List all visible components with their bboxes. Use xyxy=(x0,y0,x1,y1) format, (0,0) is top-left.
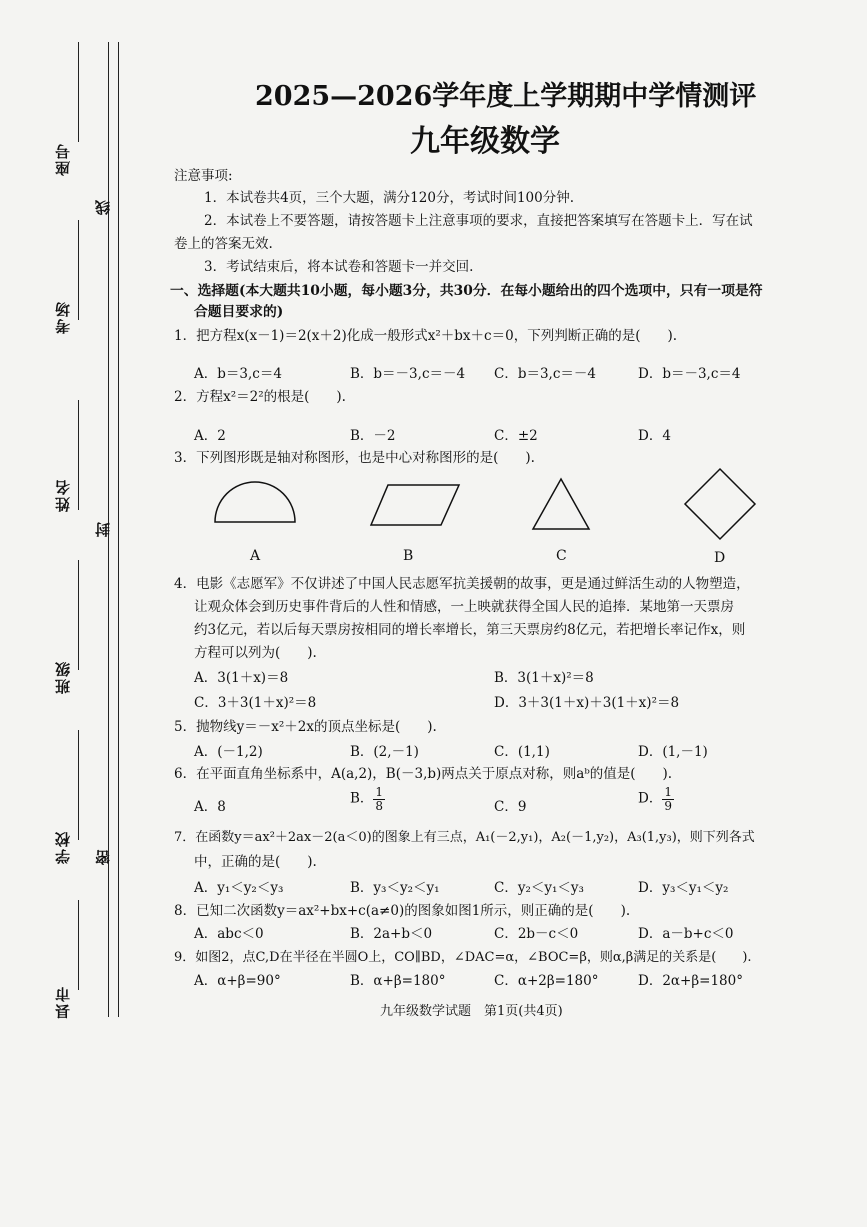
q8-option-c[interactable]: C．2b－c＜0 xyxy=(494,926,579,942)
q5-option-d[interactable]: D．(1,－1) xyxy=(638,744,708,760)
q6-option-b-prefix: B． xyxy=(350,790,374,807)
q6-option-b-denominator: 8 xyxy=(375,798,384,813)
margin-label-school: 学校 xyxy=(54,830,72,864)
margin-label-class: 班级 xyxy=(54,660,72,694)
q7-stem-line2: 中，正确的是( ). xyxy=(194,854,317,870)
q7-option-a[interactable]: A．y₁＜y₂＜y₃ xyxy=(194,880,284,896)
name-field-line xyxy=(78,400,79,510)
school-field-line xyxy=(78,730,79,840)
q6-option-b-numerator: 1 xyxy=(375,785,384,799)
exam-subtitle: 九年级数学 xyxy=(410,124,560,159)
q4-option-a[interactable]: A．3(1＋x)＝8 xyxy=(194,670,289,686)
section-heading: 一、选择题(本大题共10小题，每小题3分，共30分．在每小题给出的四个选项中，只有一项是符 xyxy=(170,283,763,299)
q8-option-d[interactable]: D．a－b+c＜0 xyxy=(638,926,734,942)
margin-label-county: 县市 xyxy=(54,985,72,1019)
q4-option-d[interactable]: D．3＋3(1＋x)＋3(1＋x)²＝8 xyxy=(494,695,680,711)
q9-stem: 9．如图2，点C,D在半径在半圆O上，CO∥BD，∠DAC=α，∠BOC=β，则α,β满足的关系是( ). xyxy=(174,950,752,965)
q2-option-a[interactable]: A．2 xyxy=(194,428,226,444)
exam-title: 2025—2026学年度上学期期中学情测评 xyxy=(255,81,757,112)
q1-option-c[interactable]: C．b＝3,c＝－4 xyxy=(494,366,597,382)
q7-option-b[interactable]: B．y₃＜y₂＜y₁ xyxy=(350,880,440,896)
q4-stem-line1: 4．电影《志愿军》不仅讲述了中国人民志愿军抗美援朝的故事，更是通过鲜活生动的人物塑造， xyxy=(174,576,750,592)
q4-option-b[interactable]: B．3(1＋x)²＝8 xyxy=(494,670,594,686)
triangle-shape[interactable] xyxy=(532,478,590,530)
q6-option-d-fraction xyxy=(662,786,674,812)
q5-option-a[interactable]: A．(－1,2) xyxy=(194,744,263,760)
margin-label-room: 考场 xyxy=(54,300,72,334)
margin-label-name: 姓名 xyxy=(54,478,72,512)
q6-option-d-numerator: 1 xyxy=(664,785,672,799)
q9-option-d[interactable]: D．2α+β=180° xyxy=(638,973,743,989)
q3-label-c: C xyxy=(556,548,567,564)
q4-option-c[interactable]: C．3＋3(1＋x)²＝8 xyxy=(194,695,317,711)
q4-stem-line2: 让观众体会到历史事件背后的人性和情感，一上映就获得全国人民的追捧．某地第一天票房 xyxy=(194,599,734,615)
q8-stem: 8．已知二次函数y＝ax²+bx+c(a≠0)的图象如图1所示，则正确的是( ). xyxy=(174,903,631,919)
parallelogram-shape[interactable] xyxy=(370,484,460,526)
class-field-line xyxy=(78,560,79,670)
q4-stem-line4: 方程可以列为( ). xyxy=(194,645,317,661)
seat-field-line xyxy=(78,42,79,142)
q6-option-c[interactable]: C．9 xyxy=(494,799,527,815)
seal-text-secret: 密 xyxy=(94,848,112,865)
q7-option-d[interactable]: D．y₃＜y₁＜y₂ xyxy=(638,880,729,896)
seal-text-seal: 封 xyxy=(94,520,112,537)
q6-stem: 6．在平面直角坐标系中，A(a,2)，B(－3,b)两点关于原点对称，则aᵇ的值是( ). xyxy=(174,766,673,782)
square-shape[interactable] xyxy=(684,468,756,540)
q6-option-d-prefix: D． xyxy=(638,790,663,807)
q6-option-b-fraction xyxy=(373,786,385,812)
notice-item-1: 1．本试卷共4页，三个大题，满分120分，考试时间100分钟. xyxy=(204,190,575,206)
q1-option-b[interactable]: B．b＝－3,c＝－4 xyxy=(350,366,466,382)
q2-option-d[interactable]: D．4 xyxy=(638,428,671,444)
q2-stem: 2．方程x²＝2²的根是( ). xyxy=(174,389,346,405)
notice-heading: 注意事项: xyxy=(174,168,233,184)
q2-option-b[interactable]: B．－2 xyxy=(350,428,396,444)
q6-option-d-denominator: 9 xyxy=(664,798,672,813)
q4-stem-line3: 约3亿元，若以后每天票房按相同的增长率增长，第三天票房约8亿元，若把增长率记作x，则 xyxy=(194,622,746,638)
seal-text-line: 线 xyxy=(94,198,112,215)
margin-label-seat: 座号 xyxy=(54,142,72,176)
q3-stem: 3．下列图形既是轴对称图形，也是中心对称图形的是( ). xyxy=(174,450,535,466)
room-field-line xyxy=(78,220,79,320)
section-heading-cont: 合题目要求的) xyxy=(194,304,284,320)
q5-option-b[interactable]: B．(2,－1) xyxy=(350,744,419,760)
q7-option-c[interactable]: C．y₂＜y₁＜y₃ xyxy=(494,880,584,896)
county-field-line xyxy=(78,900,79,990)
q8-option-a[interactable]: A．abc＜0 xyxy=(194,926,264,942)
q3-label-a: A xyxy=(250,548,261,564)
notice-item-2: 2．本试卷上不要答题，请按答题卡上注意事项的要求，直接把答案填写在答题卡上．写在试 xyxy=(204,213,753,229)
q3-label-d: D xyxy=(714,550,726,566)
q1-stem: 1．把方程x(x－1)＝2(x＋2)化成一般形式x²＋bx＋c＝0，下列判断正确的是( ). xyxy=(174,328,678,344)
notice-item-3: 3．考试结束后，将本试卷和答题卡一并交回. xyxy=(204,259,474,275)
q8-option-b[interactable]: B．2a+b＜0 xyxy=(350,926,433,942)
binding-line-inner xyxy=(118,42,119,1017)
page-footer: 九年级数学试题 第1页(共4页) xyxy=(380,1004,563,1019)
q9-option-c[interactable]: C．α+2β=180° xyxy=(494,973,599,989)
q7-stem-line1: 7．在函数y＝ax²＋2ax－2(a＜0)的图象上有三点，A₁(－2,y₁)，A₂(－1,y₂)，A₃(1,y₃)，则下列各式 xyxy=(174,830,755,845)
q6-option-b[interactable] xyxy=(350,786,385,812)
q5-stem: 5．抛物线y＝－x²＋2x的顶点坐标是( ). xyxy=(174,719,437,735)
q6-option-d[interactable] xyxy=(638,786,674,812)
q1-option-a[interactable]: A．b＝3,c＝4 xyxy=(194,366,282,382)
q1-option-d[interactable]: D．b＝－3,c＝4 xyxy=(638,366,741,382)
notice-item-2-cont: 卷上的答案无效. xyxy=(174,236,273,252)
q2-option-c[interactable]: C．±2 xyxy=(494,428,538,444)
q3-label-b: B xyxy=(403,548,414,564)
q6-option-a[interactable]: A．8 xyxy=(194,799,226,815)
semicircle-shape[interactable] xyxy=(214,480,296,524)
q9-option-b[interactable]: B．α+β=180° xyxy=(350,973,446,989)
q5-option-c[interactable]: C．(1,1) xyxy=(494,744,550,760)
q9-option-a[interactable]: A．α+β=90° xyxy=(194,973,281,989)
